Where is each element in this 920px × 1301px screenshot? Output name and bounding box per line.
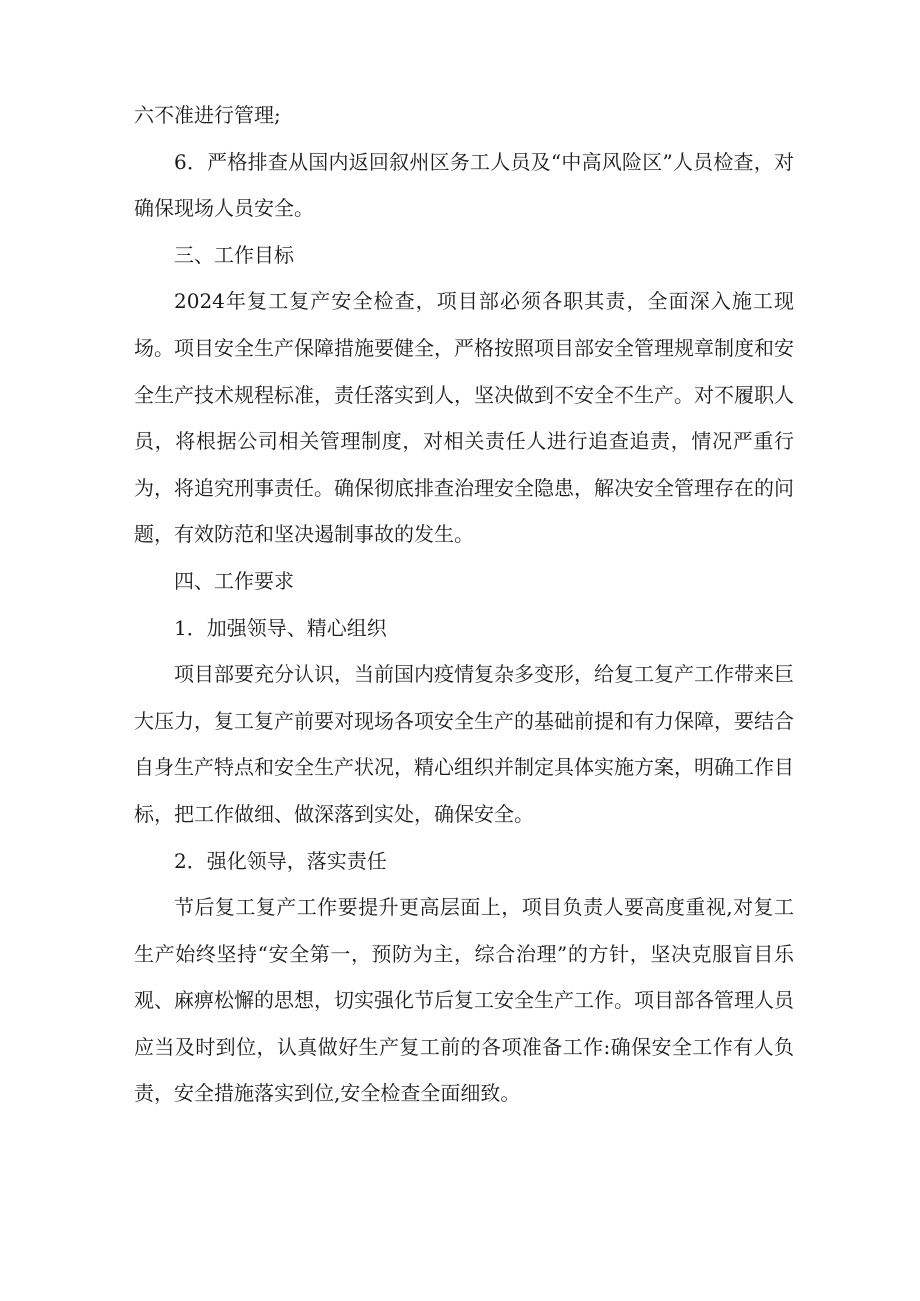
paragraph-requirement-1: 项目部要充分认识，当前国内疫情复杂多变形，给复工复产工作带来巨大压力，复工复产前要对现场各项安全生产的基础前提和有力保障，要结合自身生产特点和安全生产状况，精心组织并制定具体实施方案，明确工作目标，把工作做细、做深落到实处，确保安全。 [134,662,794,826]
heading-work-requirements: 四、工作要求 [174,568,294,593]
subheading-requirement-2: 2．强化领导，落实责任 [174,848,387,873]
subheading-requirement-1: 1．加强领导、精心组织 [174,615,387,640]
paragraph-item-6: 6．严格排查从国内返回叙州区务工人员及“中高风险区”人员检查，对确保现场人员安全。 [134,149,794,221]
heading-work-goals: 三、工作目标 [174,242,294,267]
paragraph-requirement-2: 节后复工复产工作要提升更高层面上，项目负责人要高度重视,对复工生产始终坚持“安全第一，预防为主，综合治理”的方针，坚决克服盲目乐观、麻痹松懈的思想，切实强化节后复工安全生产工作。项目部各管理人员应当及时到位，认真做好生产复工前的各项准备工作:确保安全工作有人负责，安全措施落实到位,安全检查全面细致。 [134,895,794,1106]
paragraph-continuation: 六不准进行管理; [134,103,281,127]
document-body [134,92,794,1117]
paragraph-work-goals: 2024年复工复产安全检查，项目部必须各职其责，全面深入施工现场。项目安全生产保障措施要健全，严格按照项目部安全管理规章制度和安全生产技术规程标准，责任落实到人，坚决做到不安全不生产。对不履职人员，将根据公司相关管理制度，对相关责任人进行追查追责，情况严重行为，将追究刑事责任。确保彻底排查治理安全隐患，解决安全管理存在的问题，有效防范和坚决遏制事故的发生。 [134,289,794,547]
